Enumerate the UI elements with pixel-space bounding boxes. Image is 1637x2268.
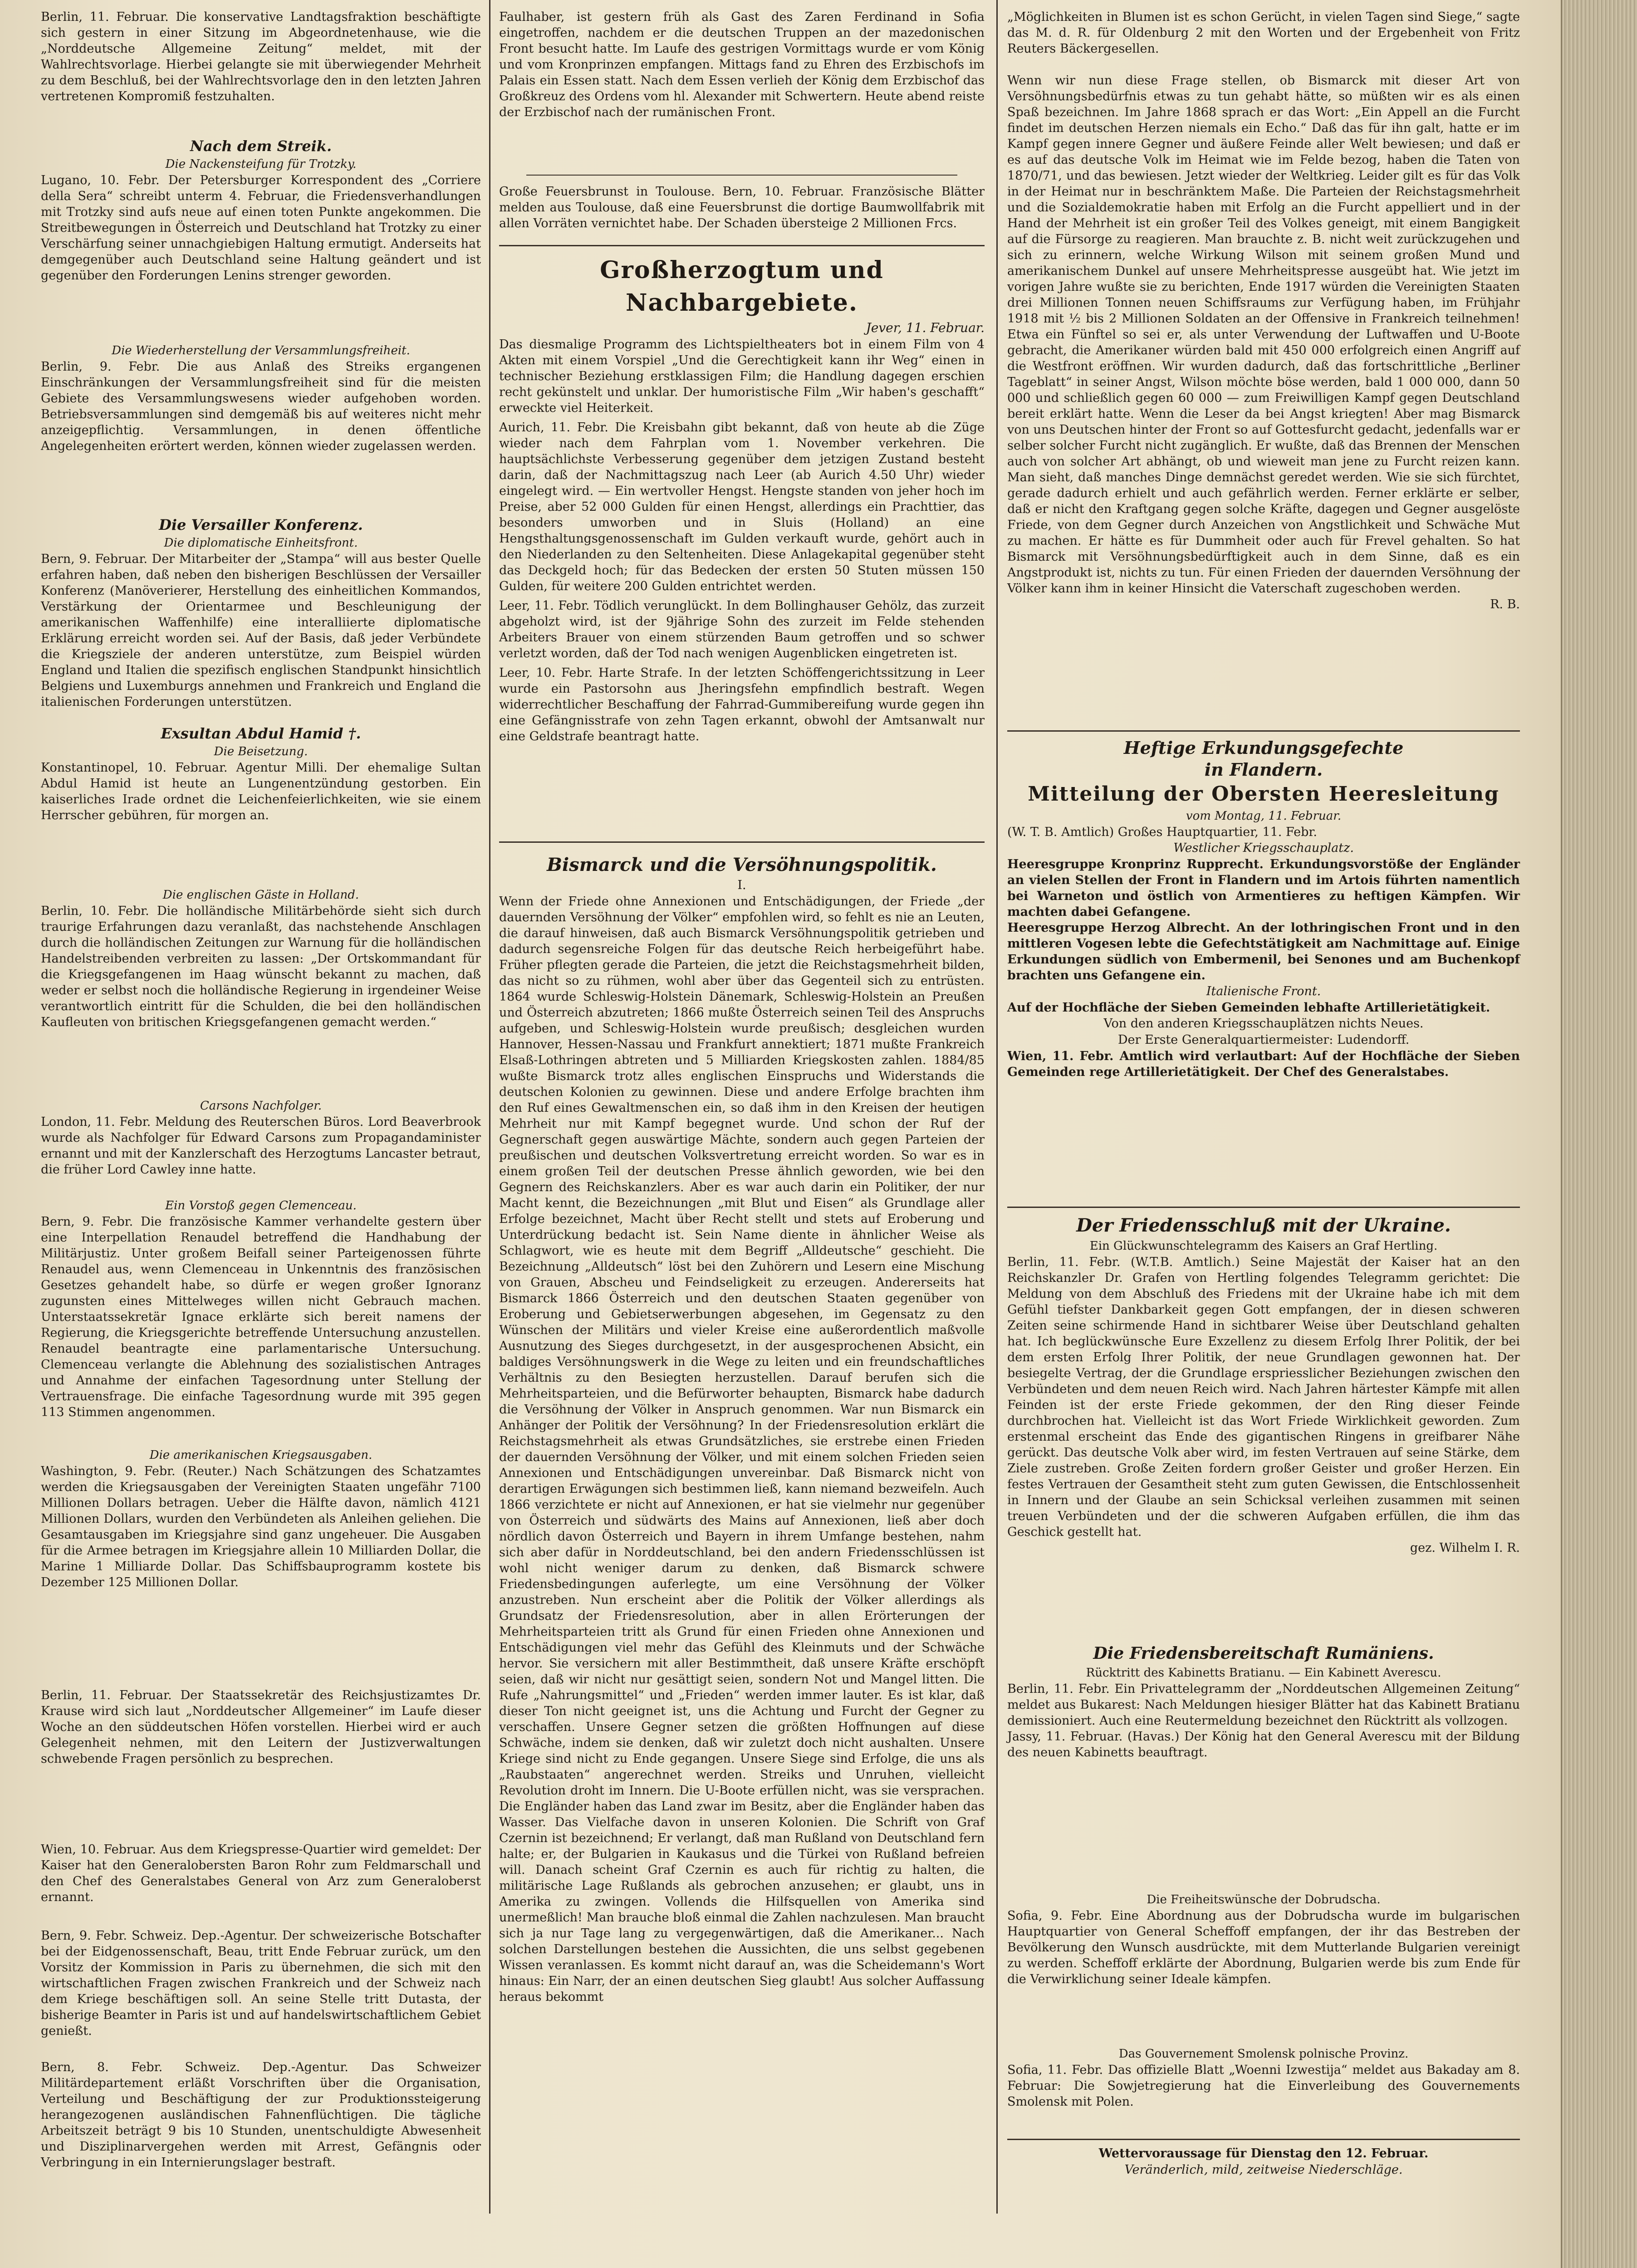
section-rule — [1007, 2139, 1520, 2140]
article-subtitle: Carsons Nachfolger. — [200, 1099, 322, 1113]
article-dobrudscha — [1007, 1892, 1520, 1987]
war-report-text: Von den anderen Kriegsschauplätzen nichts Neues. — [1103, 1017, 1424, 1031]
war-report-title: Heftige Erkundungsgefechte — [1123, 738, 1404, 758]
separator-rule — [526, 175, 957, 176]
article-text: Bern, 8. Febr. Schweiz. Dep.-Agentur. Das Schweizer Militärdepartement erläßt Vorschriften über die Organisation, Verteilung und Beschäftigung der zur Produktionssteigerung herangezogenen ausländischen Fahnenflüchtigen. Die tägliche Arbeitszeit beträgt 9 bis 10 Stunden, unentschuldigte Abwesenheit und Disziplinarvergehen werden mit Arrest, Gefängnis oder Verbringung in ein Internierungslager bestraft. — [41, 2060, 481, 2170]
column-rule-1 — [489, 0, 490, 2214]
article-bismarck-continued — [1007, 73, 1520, 613]
article-text: Berlin, 11. Febr. Ein Privattelegramm der „Norddeutschen Allgemeinen Zeitung“ meldet aus Bukarest: Nach Meldungen hiesiger Blätter hat das Kabinett Bratianu demissioniert. Auch eine Reutermeldung bezeichnet den Rücktritt als vollzogen. — [1007, 1682, 1520, 1728]
section-grossherzogtum — [499, 254, 985, 744]
article-signature: gez. Wilhelm I. R. — [1410, 1541, 1520, 1555]
article-text: Berlin, 11. Februar. Die konservative Landtagsfraktion beschäftigte sich gestern in einer Sitzung im Abgeordnetenhause, wie die „Norddeutsche Allgemeine Zeitung“ meldet, mit der Wahlrechtsvorlage. Hierbei gelangte sie mit überwiegender Mehrheit zu dem Beschluß, bei der Wahlrechtsvorlage den in den letzten Jahren vertretenen Kompromiß festzuhalten. — [41, 10, 481, 103]
article-signature: R. B. — [1490, 597, 1520, 611]
article-text: Jassy, 11. Februar. (Havas.) Der König hat den General Averescu mit der Bildung des neuen Kabinetts beauftragt. — [1007, 1730, 1520, 1760]
article-subtitle: Die Beisetzung. — [214, 745, 308, 758]
war-report-title: in Flandern. — [1204, 759, 1323, 780]
article-wien-generaloberst — [41, 1842, 481, 1905]
article-text: Berlin, 10. Febr. Die holländische Militärbehörde sieht sich durch traurige Erfahrungen dazu veranlaßt, das nachstehende Anschlagen durch die holländischen Zeitungen zur Warnung für die holländischen Handelstreibenden verbreiten zu lassen: „Der Ortskommandant für die Kriegsgefangenen im Haag wünscht bekannt zu machen, daß weder er selbst noch die holländische Regierung in irgendeiner Weise verantwortlich eintritt für die Schulden, die bei den holländischen Kaufleuten von britischen Kriegsgefangenen gemacht werden.“ — [41, 904, 481, 1029]
article-smolensk — [1007, 2046, 1520, 2110]
war-report-signature: Der Erste Generalquartiermeister: Ludendorff. — [1117, 1033, 1410, 1047]
article-text: Leer, 10. Febr. Harte Strafe. In der letzten Schöffengerichtssitzung in Leer wurde ein Pastorsohn aus Jheringsfehn empfindlich bestraft. Wegen widerrechtlicher Beschaffung der Fahrrad-Gummibereifung wurde gegen ihn eine Gefängnisstrafe von zehn Tagen erkannt, obwohl der Amtsanwalt nur eine Geldstrafe beantragt hatte. — [499, 666, 985, 743]
article-text: Bern, 9. Febr. Die französische Kammer verhandelte gestern über eine Interpellation Renaudel betreffend die Handhabung der Militärjustiz. Unter großem Beifall seiner Parteigenossen führte Renaudel aus, wenn Clemenceau in Unkenntnis des französischen Gesetzes gehandelt habe, so dürfe er wegen großer Ignoranz zugunsten eines Mittelweges willen nicht Gebrauch machen. Unterstaatssekretär Ignace erklärte sich bereit namens der Regierung, die Kriegsgerichte betreffende Untersuchung anzustellen. Renaudel beantragte eine parlamentarische Untersuchung. Clemenceau verlangte die Ablehnung des sozialistischen Antrages und Annahme der einfachen Tagesordnung unter Stellung der Vertrauensfrage. Die einfache Tagesordnung wurde mit 395 gegen 113 Stimmen angenommen. — [41, 1215, 481, 1419]
article-subtitle: Ein Glückwunschtelegramm des Kaisers an Graf Hertling. — [1089, 1239, 1438, 1253]
article-text: Große Feuersbrunst in Toulouse. Bern, 10. Februar. Französische Blätter melden aus Toulouse, daß eine Feuersbrunst die dortige Baumwollfabrik mit allen Vorräten vernichtet habe. Der Schaden übersteige 2 Millionen Frcs. — [499, 185, 985, 230]
column-3 — [1007, 0, 1520, 2268]
article-text: Bern, 9. Februar. Der Mitarbeiter der „Stampa“ will aus bester Quelle erfahren haben, daß neben den bisherigen Beschlüssen der Versailler Konferenz (Manöverierer, Herstellung des einheitlichen Kommandos, Verstärkung der Orientarmee und Beschleunigung der amerikanischen Waffenhilfe) eine interalliierte diplomatische Erklärung erreicht worden sei. Auf der Basis, daß jeder Verbündete die Kriegsziele der anderen unterstütze, zum Beispiel würden England und Italien die spezifisch englischen Standpunkt hinsichtlich Belgiens und Luxemburgs annehmen und Frankreich und England die italienischen Forderungen unterstützen. — [41, 552, 481, 709]
section-rule — [499, 841, 985, 843]
article-nach-dem-streik — [41, 136, 481, 284]
war-report-text: Heeresgruppe Kronprinz Rupprecht. Erkundungsvorstöße der Engländer an vielen Stellen der Front in Flandern und im Artois führten namentlich bei Warneton und östlich von Armentieres zu heftigen Kämpfen. Wir machten dabei Gefangene. — [1007, 857, 1520, 919]
page-edge-stack — [1561, 0, 1637, 2268]
article-title: Der Friedensschluß mit der Ukraine. — [1076, 1215, 1451, 1236]
article-text: Bern, 9. Febr. Schweiz. Dep.-Agentur. Der schweizerische Botschafter bei der Eidgenossenschaft, Beau, tritt Ende Februar zurück, um den Vorsitz der Kommission in Paris zu übernehmen, die sich mit den wirtschaftlichen Fragen zwischen Frankreich und der Schweiz nach dem Kriege beschäftigen soll. An seine Stelle tritt Dutasta, der bisherige Beamter in Paris ist und auf handelswirtschaftlichem Gebiet genießt. — [41, 1929, 481, 2038]
article-clemenceau — [41, 1198, 481, 1420]
article-bern-botschafter — [41, 1928, 481, 2039]
article-abdul-hamid — [41, 723, 481, 823]
article-text: Aurich, 11. Febr. Die Kreisbahn gibt bekannt, daß von heute ab die Züge wieder nach dem Fahrplan vom 1. November verkehren. Die hauptsächlichste Verbesserung gegenüber dem jetzigen Zustand besteht darin, daß der Nachmittagszug nach Leer (ab Aurich 4.50 Uhr) wieder eingelegt wird. — Ein wertvoller Hengst. Hengste standen von jeher hoch im Preise, aber 52 000 Gulden für einen Hengst, allerdings ein Prachttier, das besonders umworben und in Sluis (Holland) an eine Hengsthaltungsgenossenschaft im Gulden verkauft wurde, gehört auch in den Niederlanden zu den Seltenheiten. Diese Anlagekapital gegenüber steht das Deckgeld hoch; für das Bedecken der ersten 50 Stuten müssen 150 Gulden, für weitere 200 Gulden entrichtet werden. — [499, 420, 985, 593]
dateline: Jever, 11. Februar. — [866, 320, 985, 335]
war-report-text: Heeresgruppe Herzog Albrecht. An der lothringischen Front und in den mittleren Vogesen lebte die Gefechtstätigkeit am Nachmittage auf. Einige Erkundungen südlich von Embermenil, bei Senones und am Buchenkopf brachten uns Gefangene ein. — [1007, 921, 1520, 982]
article-text: Faulhaber, ist gestern früh als Gast des Zaren Ferdinand in Sofia eingetroffen, nachdem er die deutschen Truppen an der mazedonischen Front besucht hatte. Im Laufe des gestrigen Vormittags wurde er vom König und vom Kronprinzen empfangen. Mittags fand zu Ehren des Erzbischofs im Palais ein Essen statt. Nach dem Essen verlieh der König dem Erzbischof das Großkreuz des Ordens vom hl. Alexander mit Schwertern. Heute abend reiste der Erzbischof nach der rumänischen Front. — [499, 10, 985, 119]
article-bismarck-continued-top — [1007, 9, 1520, 57]
war-report-front: Italienische Front. — [1206, 984, 1321, 998]
article-title: Nach dem Streik. — [190, 137, 332, 155]
article-subtitle: Die Wiederherstellung der Versammlungsfreiheit. — [112, 344, 410, 357]
article-text: Sofia, 11. Febr. Das offizielle Blatt „Woenni Izwestija“ meldet aus Bakaday am 8. Februar: Die Sowjetregierung hat die Einverleibung des Gouvernements Smolensk mit Polen. — [1007, 2063, 1520, 2109]
article-bern-militaerdepartement — [41, 2059, 481, 2170]
article-conservative-fraction — [41, 9, 481, 104]
article-text: Leer, 11. Febr. Tödlich verunglückt. In dem Bollinghauser Gehölz, das zurzeit abgeholzt wird, ist der 9jährige Sohn des zurzeit im Felde stehenden Arbeiters Brauer von einem stürzenden Baum getroffen und so schwer verletzt worden, daß der Tod nach wenigen Augenblicken eingetreten ist. — [499, 599, 985, 660]
column-1 — [41, 0, 481, 2268]
article-subtitle: Rücktritt des Kabinetts Bratianu. — Ein Kabinett Averescu. — [1086, 1666, 1441, 1680]
war-report-front: Westlicher Kriegsschauplatz. — [1173, 841, 1354, 855]
article-text: Wenn der Friede ohne Annexionen und Entschädigungen, der Friede „der dauernden Versöhnung der Völker“ empfohlen wird, so fehlt es nie an Leuten, die darauf hinweisen, daß auch Bismarck Versöhnungspolitik getrieben und dadurch segensreiche Folgen für das deutsche Reich herbeigeführt habe. Früher pflegten gerade die Parteien, die jetzt die Reichstagsmehrheit bilden, das nicht so zu rühmen, wohl aber über das Gegenteil sich zu entrüsten. 1864 wurde Schleswig-Holstein Dänemark, Schleswig-Holstein an Preußen und Österreich abzutreten; 1866 mußte Österreich seinen Teil des Anspruchs aufgeben, und Schleswig-Holstein wurde preußisch; desgleichen wurden Hannover, Hessen-Nassau und Frankfurt annektiert; 1871 mußte Frankreich Elsaß-Lothringen abtreten und 5 Milliarden Kriegskosten zahlen. 1884/85 wußte Bismarck trotz alles englischen Einspruchs und Widerstands die deutschen Kolonien zu gewinnen. Diese und andere Erfolge brachten ihm den Ruf eines Gewaltmenschen ein, so daß ihm in den Kreisen der heutigen Mehrheit nur mit Kampf begegnet wurde. Und schon der Ruf der Gegnerschaft gegen auswärtige Mächte, sondern auch gegen Parteien der preußischen und deutschen Volksvertretung erreicht worden. So war es in einem großen Teil der deutschen Presse ähnlich geworden, wie bei den Gegnern des Reichskanzlers. Aber es war auch darin ein Politiker, der nur Macht kennt, die Bezeichnungen „mit Blut und Eisen“ als Grundlage aller Erfolge bezeichnet, Macht über Recht stellt und stets auf Eroberung und Unterdrückung bedacht ist. Sein Name diente in ähnlicher Weise als Schlagwort, wie es heute mit dem Begriff „Alldeutsche“ geschieht. Die Bezeichnung „Alldeutsch“ löst bei den Zuhörern und Lesern eine Mischung von Grauen, Abscheu und Feindseligkeit zu erzeugen. Andererseits hat Bismarck 1866 Österreich und den deutschen Staaten gegenüber von Eroberung und Gebietserwerbungen abgesehen, im Gegensatz zu den Wünschen der Militärs und vieler Kreise eine außerordentlich maßvolle Ausnutzung des Sieges durchgesetzt, in der ausgesprochenen Absicht, ein baldiges Versöhnungswerk in die Wege zu leiten und ein freundschaftliches Verhältnis zu den Besiegten herzustellen. Darauf berufen sich die Mehrheitsparteien, und die Befürworter behaupten, Bismarck habe dadurch die Versöhnung der Völker in Anspruch genommen. War nun Bismarck ein Anhänger der Politik der Versöhnung? In der Friedensresolution erklärt die Reichstagsmehrheit als etwas Grundsätzliches, sie erstrebe einen Frieden der dauernden Versöhnung der Völker, und mit einem solchen Frieden seien Annexionen und Entschädigungen unvereinbar. Daß Bismarck nicht von derartigen Erwägungen sich bestimmen ließ, kann niemand bezweifeln. Auch 1866 verzichtete er nicht auf Annexionen, er hat sie vielmehr nur gegenüber von Österreich und südwärts des Mains auf Annexionen, ließ aber doch nördlich davon Österreich und Bayern in ihrem Umfange bestehen, nahm sich aber dafür in Norddeutschland, bei den andern Friedensschlüssen ist wohl nicht weniger darum zu denken, daß Bismarck schwere Friedensbedingungen auferlegte, um eine Versöhnung der Völker anzustreben. Nun erscheint aber die Politik der Völker allerdings als Grundsatz der Friedensresolution, aber in allen Erörterungen der Mehrheitsparteien tritt als Grund für einen Frieden ohne Annexionen und Entschädigungen viel mehr das Gefühl des Kleinmuts und der Schwäche hervor. Sie versichern mit aller Bestimmtheit, daß unsere Kräfte erschöpft seien, daß wir nicht nur gesättigt seien, sondern Not und Mangel litten. Die Rufe „Nahrungsmittel“ und „Frieden“ werden immer lauter. Es ist klar, daß dieser Ton nicht geeignet ist, uns die Achtung und Furcht der Gegner zu verschaffen. Unsere Gegner setzen die größten Hoffnungen auf diese Schwäche, indem sie denken, daß wir zuletzt doch nicht aushalten. Unsere Kriege sind nicht zu Ende gegangen. Unsere Siege sind Erfolge, die uns als „Raubstaaten“ angerechnet werden. Streiks und Unruhen, vielleicht Revolution droht im Innern. Die U-Boote erfüllen nicht, was sie versprachen. Die Engländer haben das Land zwar im Besitz, aber die Engländer haben das Wasser. Das Vielfache davon in unseren Kolonien. Die Schrift von Graf Czernin ist bezeichnend; Er verlangt, daß man Rußland von Deutschland fern halte; er, der Bulgarien in Kaukasus und die Türkei von Rußland befreien will. Danach scheint Graf Czernin es auch für richtig zu halten, die militärische Lage Rußlands als gebrochen anzusehen; er glaubt, uns in Amerika zu zwingen. Vollends die Hilfsquellen von Amerika sind unermeßlich! Man brauche bloß einmal die Zahlen nachzulesen. Man braucht sich ja nur Tage lang zu vergegenwärtigen, daß die Amerikaner... Nach solchen Darstellungen bestehen die Aussichten, die uns selbst gegebenen Wissen veranlassen. Es kommt nicht darauf an, was die Scheidemann's Wort hinaus: Ein Narr, der an einen deutschen Sieg glaubt! Aus solcher Auffassung heraus bekommt — [499, 894, 985, 2004]
article-text: Washington, 9. Febr. (Reuter.) Nach Schätzungen des Schatzamtes werden die Kriegsausgaben der Vereinigten Staaten ungefähr 7100 Millionen Dollars betragen. Ueber die Hälfte davon, nämlich 4121 Millionen Dollars, wurden den Verbündeten als Anleihen geliehen. Die Gesamtausgaben im Kriegsjahre sind ganz ungeheuer. Die Ausgaben für die Armee betragen im Kriegsjahre allein 10 Milliarden Dollar, die Marine 1 Milliarde Dollar. Das Schiffsbauprogramm kostete bis Dezember 125 Millionen Dollar. — [41, 1464, 481, 1589]
article-text: Wien, 10. Februar. Aus dem Kriegspresse-Quartier wird gemeldet: Der Kaiser hat den Generalobersten Baron Rohr zum Feldmarschall und den Chef des Generalstabes General von Arz zum Generaloberst ernannt. — [41, 1843, 481, 1904]
article-title: Die Friedensbereitschaft Rumäniens. — [1093, 1644, 1434, 1663]
weather-text: Veränderlich, mild, zeitweise Niederschläge. — [1124, 2163, 1403, 2177]
article-bismarck — [499, 853, 985, 2005]
article-text: „Möglichkeiten in Blumen ist es schon Gerücht, in vielen Tagen sind Siege,“ sagte das M. d. R. für Oldenburg 2 mit den Worten und der Ergebenheit von Fritz Reuters Bäckergesellen. — [1007, 10, 1520, 56]
article-text: Konstantinopel, 10. Februar. Agentur Milli. Der ehemalige Sultan Abdul Hamid ist heute an Lungenentzündung gestorben. Ein kaiserliches Irade ordnet die Leichenfeierlichkeiten, wie sie einem Herrscher gebühren, für morgen an. — [41, 761, 481, 822]
article-subtitle: Die amerikanischen Kriegsausgaben. — [149, 1448, 372, 1462]
weather-title: Wettervoraussage für Dienstag den 12. Februar. — [1098, 2146, 1429, 2160]
article-ukraine — [1007, 1213, 1520, 1556]
article-title: Exsultan Abdul Hamid †. — [161, 725, 361, 742]
war-report-headline: Mitteilung der Obersten Heeresleitung — [1028, 782, 1500, 806]
article-text: London, 11. Febr. Meldung des Reuterschen Büros. Lord Beaverbrook wurde als Nachfolger für Edward Carsons zum Propagandaminister ernannt und mit der Kanzlerschaft des Herzogtums Lancaster betraut, die früher Lord Cawley inne hatte. — [41, 1115, 481, 1177]
article-subtitle: Die englischen Gäste in Holland. — [162, 888, 359, 902]
article-text: Lugano, 10. Febr. Der Petersburger Korrespondent des „Corriere della Sera“ schreibt unterm 4. Februar, die Friedensverhandlungen mit Trotzky sind aufs neue auf einen toten Punkte angekommen. Die Streitbewegungen in Österreich und Deutschland hat Trotzky zu einer Verschärfung seiner unnachgiebigen Haltung ermutigt. Anderseits hat demgegenüber auch Deutschland seine Haltung geändert und ist gegenüber den Forderungen Lenins strenger geworden. — [41, 173, 481, 283]
war-report-dateline: (W. T. B. Amtlich) Großes Hauptquartier, 11. Febr. — [1007, 825, 1317, 839]
section-title: Großherzogtum und Nachbargebiete. — [600, 256, 884, 317]
section-rule — [499, 245, 985, 246]
article-rumaenien — [1007, 1642, 1520, 1760]
article-versailler-konferenz — [41, 515, 481, 710]
article-amerikanische-kriegsausgaben — [41, 1447, 481, 1590]
weather-forecast — [1007, 2146, 1520, 2178]
article-text: Sofia, 9. Febr. Eine Abordnung aus der Dobrudscha wurde im bulgarischen Hauptquartier von General Scheffoff empfangen, der ihr das Bestreben der Bevölkerung den Wunsch ausdrückte, mit dem Mutterlande Bulgarien vereinigt zu werden. Scheffoff erklärte der Abordnung, Bulgarien werde bis zum Ende für die Verwirklichung seiner Ideale kämpfen. — [1007, 1909, 1520, 1986]
article-text: Berlin, 11. Febr. (W.T.B. Amtlich.) Seine Majestät der Kaiser hat an den Reichskanzler Dr. Grafen von Hertling folgendes Telegramm gerichtet: Die Meldung von dem Abschluß des Friedens mit der Ukraine habe ich mit dem Gefühl tiefster Dankbarkeit gegen Gott empfangen, der in diesen schweren Zeiten seine schirmende Hand in sichtbarer Weise über Deutschland gehalten hat. Ich beglückwünsche Eure Exzellenz zu diesem Erfolg Ihrer Politik, der bei dem ersten Erfolg Ihrer Politik, der neue Grundlagen gewonnen hat. Der besiegelte Vertrag, der die Grundlage erspriesslicher Beziehungen zwischen den Verbündeten und dem neuen Reich wird. Nach Jahren härtester Kämpfe mit allen Feinden ist der erste Friede gekommen, der den Ring dieser Feinde durchbrochen hat. Vielleicht ist das Wort Friede Wirklichkeit geworden. Zum erstenmal erscheint das Ende des gigantischen Ringens in greifbarer Nähe gerückt. Das deutsche Volk aber wird, im festen Vertrauen auf seine Stärke, dem Ziele zustreben. Große Zeiten fordern großer Geister und großer Herzen. Ein festes Vertrauen der Gesamtheit steht zum guten Gewissen, die Entschlossenheit in Innern und der Glaube an sein Schicksal verleihen zusammen mit seinen treuen Verbündeten und der die schweren Aufgaben erfüllen, die ihm das Geschick gestellt hat. — [1007, 1255, 1520, 1539]
article-subtitle: Die diplomatische Einheitsfront. — [164, 536, 358, 550]
article-text: Wenn wir nun diese Frage stellen, ob Bismarck mit dieser Art von Versöhnungsbedürfnis etwas zu tun gehabt hätte, so müßten wir es als einen Spaß bezeichnen. Im Jahre 1868 sprach er das Wort: „Ein Appell an die Furcht findet im deutschen Herzen niemals ein Echo.“ Daß das für ihn galt, hatte er im Kampf gegen innere Gegner und äußere Feinde aller Welt bewiesen; und daß er es auf das deutsche Volk im Heimat wie im Felde bezog, haben die Taten von 1870/71, und das bewiesen. Jetzt wieder der Weltkrieg. Leider gilt es für das Volk in der Heimat nur in beschränktem Maße. Die Parteien der Reichstagsmehrheit und die Sozialdemokratie haben mit Erfolg an die Furcht appelliert und in der Hand der Mehrheit ist ein großer Teil des Volkes geneigt, mit einem Bangigkeit auf die Fürsorge zu reagieren. Man brauchte z. B. nicht weit zurückzugehen und sich zu erinnern, welche Wirkung Wilson mit seinem großen Mund und amerikanischem Dunkel auf unsere Mehrheitspresse ausgeübt hat. Wie jetzt im vorigen Jahre wußte sie zu berichten, Ende 1917 würden die Vereinigten Staaten drei Millionen Tonnen neuen Schiffsraums zur Verfügung haben, im Frühjahr 1918 mit ½ bis 2 Millionen Soldaten an der Offensive in Frankreich teilnehmen! Etwa ein Fünftel so sei er, als unter Verwendung der Luftwaffen und U-Boote gebracht, die Amerikaner würden bald mit 450 000 erfolgreich einen Angriff auf die Westfront eröffnen. Wir wurden dadurch, daß das fortschrittliche „Berliner Tageblatt“ in seiner Angst, Wilson möchte böse werden, bald 1 000 000, dann 50 000 und schließlich gegen 60 000 — zum Freiwilligen Kampf gegen Deutschland bereit erklärt hatte. Wenn die Leser da bei Angst kriegten! Aber mag Bismarck von uns Deutschen hinter der Front so auf Gottesfurcht gedacht, jedenfalls war er selber solcher Furcht nicht zugänglich. Er wußte, daß das Brennen der Menschen auch von solcher Art abhängt, ob und wieweit man jene zu Furcht reizen kann. Man sieht, daß manches Dinge demnächst geredet werden. Wie sie sich fürchtet, gerade dadurch erhielt und auch gefährlich werden. Ferner erklärte er selber, daß er nicht den Kraftgang gegen solche Kräfte, dagegen und Gegner ausgelöste Friede, von dem Gegner durch Anzeichen von Angstlichkeit und Schwäche Mut zu machen. Er hätte es für Dummheit oder auch für Frevel gehalten. So hat Bismarck mit Versöhnungsbedürftigkeit auch in dem Sinne, daß es ein Angstprodukt ist, nichts zu tun. Für einen Frieden der dauernden Versöhnung der Völker kann ihm in keiner Hinsicht die Vaterschaft zugeschoben werden. — [1007, 73, 1520, 596]
article-subtitle: Die Nackensteifung für Trotzky. — [165, 157, 357, 171]
article-title: Die Versailler Konferenz. — [159, 516, 363, 533]
war-report-text: Wien, 11. Febr. Amtlich wird verlautbart: Auf der Hochfläche der Sieben Gemeinden rege Artillerietätigkeit. Der Chef des Generalstabes. — [1007, 1049, 1520, 1079]
article-reichsjustizamt — [41, 1687, 481, 1767]
article-erzbischof-sofia — [499, 9, 985, 120]
article-text: Berlin, 11. Februar. Der Staatssekretär des Reichsjustizamtes Dr. Krause wird sich laut „Norddeutscher Allgemeiner“ im Laufe dieser Woche an den süddeutschen Höfen vorstellen. Hierbei wird er auch Gelegenheit nehmen, mit den Leitern der Justizverwaltungen schwebende Fragen persönlich zu besprechen. — [41, 1688, 481, 1766]
column-rule-2 — [996, 0, 998, 2214]
article-subtitle: Die Freiheitswünsche der Dobrudscha. — [1147, 1893, 1381, 1906]
article-versammlungsfreiheit — [41, 342, 481, 454]
section-rule — [1007, 1207, 1520, 1208]
war-report-date: vom Montag, 11. Februar. — [1186, 809, 1342, 823]
article-title: Bismarck und die Versöhnungspolitik. — [547, 854, 937, 875]
article-feuersbrunst-toulouse — [499, 184, 985, 231]
article-part-number: I. — [737, 878, 746, 892]
article-englische-gaeste — [41, 887, 481, 1030]
article-text: Das diesmalige Programm des Lichtspieltheaters bot in einem Film von 4 Akten mit einem Vorspiel „Und die Gerechtigkeit kann ihr Weg“ einen in technischer Beziehung erstklassigen Film; die Handlung dagegen erschien recht gekünstelt und unklar. Der humoristische Film „Wir haben's geschafft“ erweckte viel Heiterkeit. — [499, 337, 985, 415]
war-report — [1007, 737, 1520, 1080]
section-rule — [1007, 730, 1520, 732]
column-2 — [499, 0, 985, 2268]
article-subtitle: Das Gouvernement Smolensk polnische Provinz. — [1118, 2047, 1409, 2061]
article-carsons-nachfolger — [41, 1098, 481, 1178]
article-text: Berlin, 9. Febr. Die aus Anlaß des Streiks ergangenen Einschränkungen der Versammlungsfreiheit sind für die meisten Gebiete des Versammlungswesens wieder aufgehoben worden. Betriebsversammlungen sind demgemäß bis auf weiteres nicht mehr anzeigepflichtig. Versammlungen, in denen öffentliche Angelegenheiten erörtert werden, können wieder zugelassen werden. — [41, 360, 481, 453]
article-subtitle: Ein Vorstoß gegen Clemenceau. — [165, 1199, 357, 1212]
war-report-text: Auf der Hochfläche der Sieben Gemeinden lebhafte Artillerietätigkeit. — [1007, 1001, 1490, 1015]
